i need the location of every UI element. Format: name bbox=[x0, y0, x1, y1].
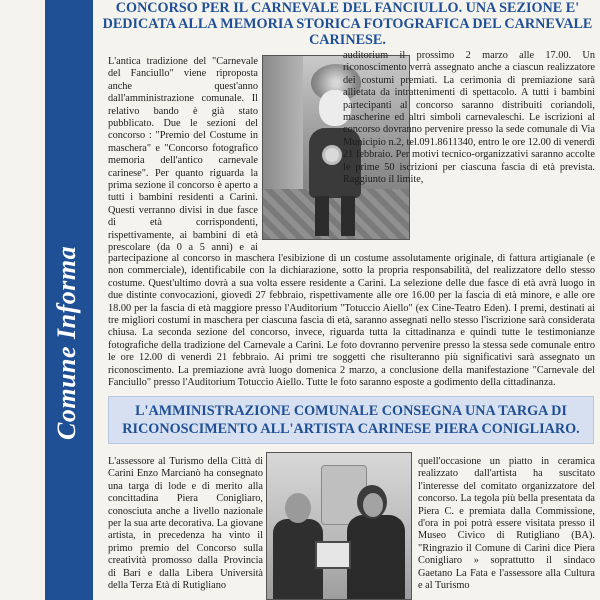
article1-column1: L'antica tradizione del "Carnevale del Fanciullo" viene riproposta anche quest'anno dall'amministrazione comunale. Il relativo bando è già stato pubblicato. Due le sezioni del concorso : "Premio del Costume in maschera" e "Concorso fotografico memoria dell'antico carnevale carinese". Per quanto riguarda la prima sezione il concorso è aperto a tutti i bambini residenti a Carini. Questi verranno divisi in due fasce di età corrispondenti, rispettivamente, ai bambini di età prescolare (da 0 a 5 anni) e ai bbox=[108, 56, 258, 254]
article1-column2: auditorium il prossimo 2 marzo alle 17.00. Un riconoscimento verrà assegnato anche a ciascun realizzatore dei costumi premiati. La cerimonia di premiazione sarà allietata da intrattenimenti di spettacolo. A tutti i bambini partecipanti al concorso saranno distribuiti coriandoli, mascherine ed altri simboli carnevaleschi. Le iscrizioni al concorso dovranno pervenire presso la sede comunale di Via Municipio n.2, tel.091.8611340, entro le ore 12.00 di venerdì 21 febbraio. Per motivi tecnico-organizzativi saranno accolte le prime 50 iscrizioni per ciascuna fascia di età prevista. Raggiunto il limite, bbox=[343, 50, 595, 186]
award-ceremony-photo bbox=[266, 452, 412, 600]
article1-title: CONCORSO PER IL CARNEVALE DEL FANCIULLO. UNA SEZIONE E' DEDICATA ALLA MEMORIA STORICA FOTOGRAFICA DEL CARNEVALE CARINESE. bbox=[102, 0, 593, 48]
article2-title-banner bbox=[108, 396, 594, 444]
article2-column1: L'assessore al Turismo della Città di Carini Enzo Marcianò ha consegnato una targa di lode e di merito alla concittadina Piera Conigliaro, conosciuta anche a livello nazionale per la sua arte decorativa. La giovane artista, in precedenza ha vinto il primo premio del Concorso sulla creatività promosso dalla Provincia di Bari e dalla Libera Università della Terza Età di Rutigliano bbox=[108, 456, 263, 592]
plaque-icon bbox=[315, 541, 351, 569]
article2-column2: quell'occasione un piatto in ceramica realizzato dall'artista ha suscitato l'interesse del comitato organizzatore del concorso. La tegola più bella presentata da Piera C. e premiata dalla Commissione, d'ora in poi potrà essere visitata presso il Museo Civico di Rutigliano (BA). "Ringrazio il Comune di Carini dice Piera Conigliaro » soprattutto il sindaco Gaetano La Fata e l'assessore alla Cultura e al Turismo bbox=[418, 456, 595, 592]
article1-fullwidth-text: partecipazione al concorso in maschera l'esibizione di un costume assolutamente originale, di fattura artigianale (e non commerciale), identificabile con la dichiarazione, sotto la propria responsabilità, del realizzatore dello stesso costume. Quest'ultimo dovrà a sua volta essere residente a Carini. La selezione delle due fasce di età avrà luogo in due distinte convocazioni, giovedì 27 febbraio, rispettivamente alle ore 16.00 per la fascia di età minore, e alle ore 18.00 per la fascia di età maggiore presso l'Auditorium "Totuccio Aiello" (ex Cine-Teatro Eden). I premi, destinati ai tre migliori costumi in maschera per ciascuna fascia di età, saranno assegnati nello stesso l'iscrizione sarà considerata chiusa. La seconda sezione del concorso, invece, riguarda tutta la cittadinanza e quindi tutte le testimonianze fotografiche della tradizione del Carnevale a Carini. Le foto dovranno pervenire presso la stessa sede comunale entro le ore 12.00 di venerdì 21 febbraio. Ai primi tre soggetti che risulteranno più significativi sarà assegnato un riconoscimento. La premiazione avrà luogo domenica 2 marzo, a conclusione della manifestazione "Carnevale del Fanciullo" presso l'Auditorium Totuccio Aiello. Tutte le foto saranno esposte a godimento della cittadinanza. bbox=[108, 253, 595, 388]
article2-title: L'AMMINISTRAZIONE COMUNALE CONSEGNA UNA TARGA DI RICONOSCIMENTO ALL'ARTISTA CARINESE PIERA CONIGLIARO. bbox=[122, 403, 580, 437]
section-label: Comune Informa bbox=[52, 245, 81, 440]
